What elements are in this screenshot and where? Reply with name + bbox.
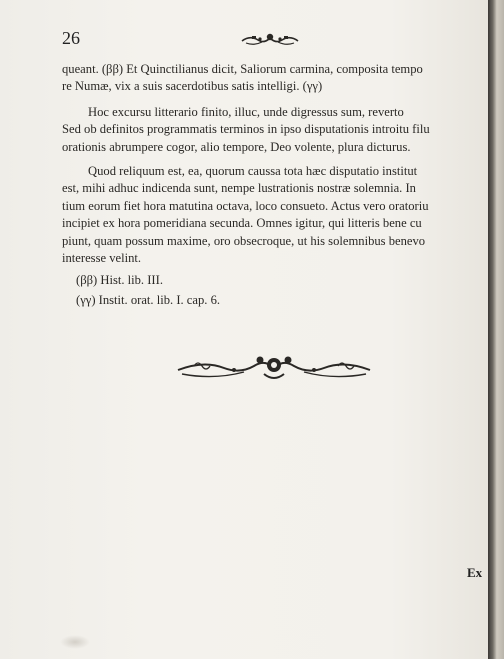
text-line: incipiet ex hora pomeridiana secunda. Omnes igitur, qui litteris bene cu xyxy=(62,216,422,231)
book-edge xyxy=(488,0,504,659)
footnote: (ββ) Hist. lib. III. xyxy=(76,273,163,287)
text-line: interesse velint. xyxy=(62,251,142,266)
page-number: 26 xyxy=(62,28,80,48)
paper-stain xyxy=(60,635,90,649)
text-line: Quod reliquum est, ea, quorum caussa tota hæc disputatio institut xyxy=(88,164,418,178)
paragraph-1 xyxy=(62,61,482,96)
footnote: (γγ) Instit. orat. lib. I. cap. 6. xyxy=(76,293,221,307)
text-line: re Numæ, vix a suis sacerdotibus satis intelligi. (γγ) xyxy=(62,79,323,94)
header-ornament xyxy=(240,31,300,47)
paragraph-3 xyxy=(62,163,482,267)
text-line: tium eorum fiet hora matutina octava, loco consueto. Actus vero oratoriu xyxy=(62,198,429,213)
footnotes xyxy=(76,270,220,310)
text-line: Hoc excursu litterario finito, illuc, unde digressus sum, reverto xyxy=(88,105,404,119)
text-line: Sed ob definitos programmatis terminos in ipso disputationis introitu filu xyxy=(62,122,430,137)
catchword: Ex xyxy=(467,565,483,580)
text-line: est, mihi adhuc indicenda sunt, nempe lustrationis nostræ solemnia. In xyxy=(62,181,416,196)
text-line: orationis abrumpere cogor, alio tempore, Deo volente, plura dicturus. xyxy=(62,139,411,154)
text-line: queant. (ββ) Et Quinctilianus dicit, Saliorum carmina, composita tempo xyxy=(62,62,423,76)
tailpiece-ornament xyxy=(174,350,374,384)
paragraph-2 xyxy=(62,104,482,156)
text-line: piunt, quam possum maxime, oro obsecroque, ut his solemnibus benevo xyxy=(62,233,426,248)
